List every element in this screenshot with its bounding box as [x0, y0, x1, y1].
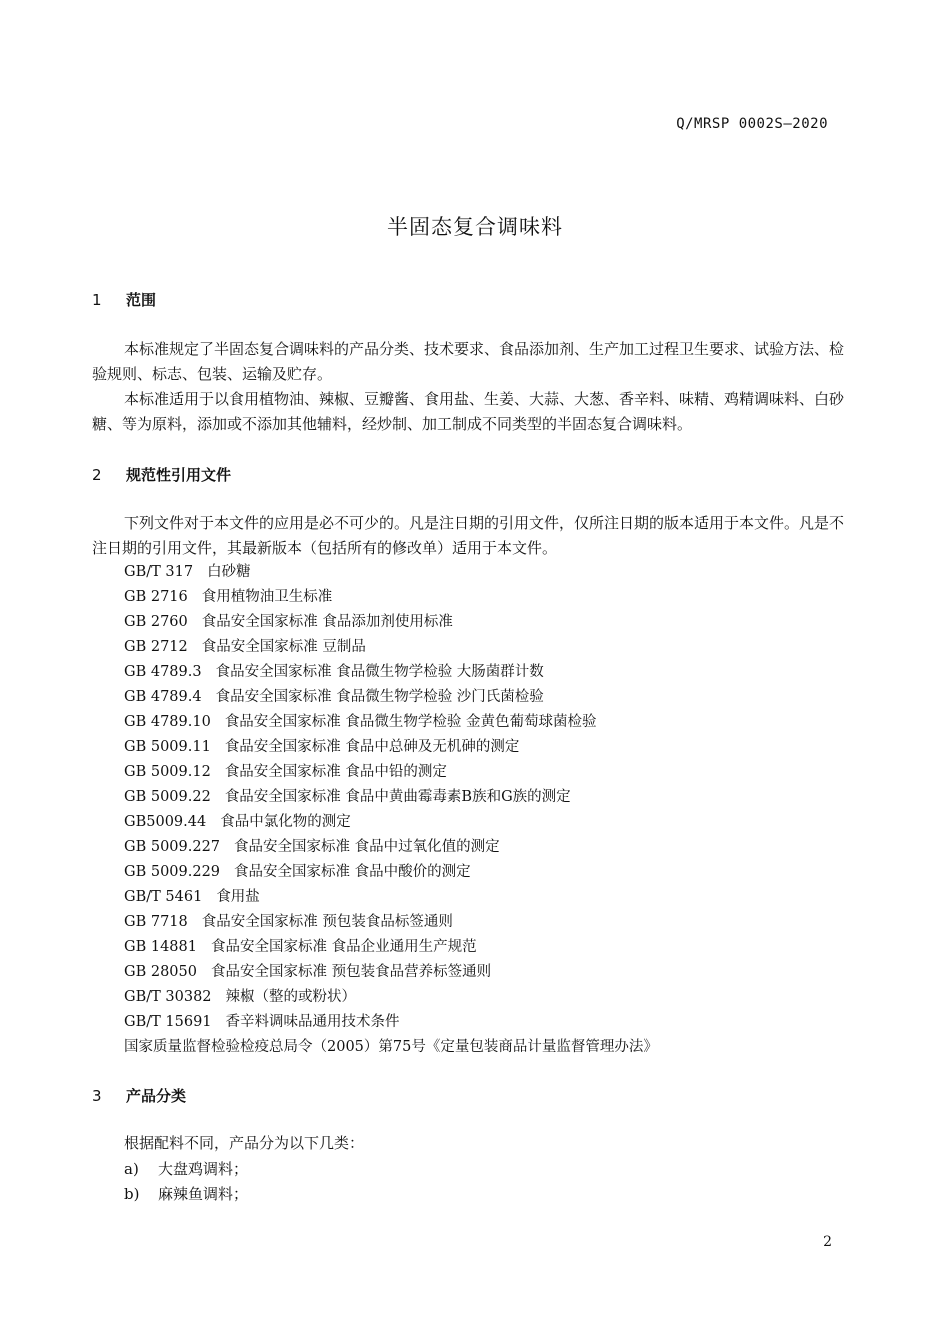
reference-item — [124, 985, 658, 1010]
list-marker: a) — [124, 1160, 139, 1178]
reference-name: 食品安全国家标准 食品中过氧化值的测定 — [234, 839, 500, 855]
reference-item — [124, 910, 658, 935]
reference-code: GB5009.44 — [124, 814, 207, 830]
reference-name: 食品安全国家标准 食品中铅的测定 — [224, 764, 447, 780]
section-heading-scope — [92, 289, 156, 310]
reference-name: 食品安全国家标准 食品微生物学检验 沙门氏菌检验 — [215, 689, 544, 705]
reference-name: 食品中氯化物的测定 — [220, 814, 351, 830]
reference-code: GB 5009.22 — [124, 789, 211, 805]
section-heading-normative-references — [92, 464, 231, 485]
reference-item — [124, 885, 658, 910]
scope-paragraph-2: 本标准适用于以食用植物油、辣椒、豆瓣酱、食用盐、生姜、大蒜、大葱、香辛料、味精、鸡精调味料、白砂糖、等为原料，添加或不添加其他辅料，经炒制、加工制成不同类型的半固态复合调味料。 — [92, 390, 845, 433]
reference-name: 食品安全国家标准 豆制品 — [201, 639, 366, 655]
reference-name: 《定量包装商品计量监督管理办法》 — [425, 1039, 658, 1055]
section-number: 1 — [92, 291, 102, 309]
reference-name: 食品安全国家标准 食品微生物学检验 大肠菌群计数 — [215, 664, 544, 680]
classification-intro: 根据配料不同，产品分为以下几类： — [124, 1134, 365, 1152]
section-title: 规范性引用文件 — [126, 466, 232, 484]
section-number: 3 — [92, 1087, 102, 1105]
reference-code: GB/T 30382 — [124, 989, 212, 1005]
reference-item — [124, 585, 658, 610]
reference-item — [124, 660, 658, 685]
reference-item — [124, 685, 658, 710]
reference-item — [124, 835, 658, 860]
reference-code: GB 5009.229 — [124, 864, 221, 880]
reference-code: GB 7718 — [124, 914, 188, 930]
reference-item — [124, 735, 658, 760]
reference-name: 食品安全国家标准 食品中酸价的测定 — [234, 864, 471, 880]
document-title: 半固态复合调味料 — [387, 215, 563, 239]
reference-code: GB/T 5461 — [124, 889, 203, 905]
list-item — [124, 1182, 248, 1207]
reference-code: GB 5009.12 — [124, 764, 211, 780]
reference-code: GB 2716 — [124, 589, 188, 605]
list-marker: b) — [124, 1185, 140, 1203]
section-title: 产品分类 — [126, 1087, 187, 1105]
classification-list — [124, 1157, 248, 1207]
reference-item — [124, 785, 658, 810]
reference-code: GB 2712 — [124, 639, 188, 655]
reference-code: GB/T 15691 — [124, 1014, 212, 1030]
reference-item — [124, 760, 658, 785]
references-intro-paragraph: 下列文件对于本文件的应用是必不可少的。凡是注日期的引用文件，仅所注日期的版本适用于本文件。凡是不注日期的引用文件，其最新版本（包括所有的修改单）适用于本文件。 — [92, 514, 845, 557]
reference-name: 食用植物油卫生标准 — [201, 589, 333, 605]
reference-item — [124, 560, 658, 585]
reference-code: GB 5009.11 — [124, 739, 211, 755]
section-title: 范围 — [126, 291, 157, 309]
reference-code: GB 14881 — [124, 939, 197, 955]
section-number: 2 — [92, 466, 102, 484]
reference-code: GB 5009.227 — [124, 839, 221, 855]
reference-code: GB 4789.4 — [124, 689, 202, 705]
reference-item — [124, 810, 658, 835]
reference-item — [124, 935, 658, 960]
list-item — [124, 1157, 248, 1182]
reference-name: 香辛料调味品通用技术条件 — [225, 1014, 400, 1030]
reference-name: 白砂糖 — [207, 564, 251, 580]
reference-name: 食品安全国家标准 食品中黄曲霉毒素B族和G族的测定 — [224, 789, 571, 805]
reference-item — [124, 960, 658, 985]
reference-code: 国家质量监督检验检疫总局令（2005）第75号 — [124, 1039, 426, 1055]
reference-item — [124, 860, 658, 885]
reference-item — [124, 1010, 658, 1035]
section-heading-product-classification — [92, 1085, 186, 1106]
reference-name: 食品安全国家标准 预包装食品营养标签通则 — [210, 964, 492, 980]
reference-list — [124, 560, 658, 1060]
reference-code: GB 4789.3 — [124, 664, 202, 680]
reference-code: GB 28050 — [124, 964, 197, 980]
reference-name: 辣椒（整的或粉状） — [225, 989, 357, 1005]
reference-name: 食品安全国家标准 食品微生物学检验 金黄色葡萄球菌检验 — [224, 714, 597, 730]
list-item-text: 大盘鸡调料； — [158, 1160, 249, 1178]
page-number: 2 — [823, 1234, 832, 1250]
reference-name: 食用盐 — [216, 889, 260, 905]
reference-name: 食品安全国家标准 食品中总砷及无机砷的测定 — [224, 739, 520, 755]
reference-code: GB/T 317 — [124, 564, 194, 580]
reference-item — [124, 1035, 658, 1060]
reference-code: GB 4789.10 — [124, 714, 211, 730]
list-item-text: 麻辣鱼调料； — [158, 1185, 249, 1203]
scope-paragraph-1: 本标准规定了半固态复合调味料的产品分类、技术要求、食品添加剂、生产加工过程卫生要求、试验方法、检验规则、标志、包装、运输及贮存。 — [92, 340, 845, 383]
standard-code: Q/MRSP 0002S—2020 — [676, 116, 828, 132]
reference-item — [124, 610, 658, 635]
reference-name: 食品安全国家标准 预包装食品标签通则 — [201, 914, 453, 930]
reference-item — [124, 710, 658, 735]
reference-item — [124, 635, 658, 660]
reference-name: 食品安全国家标准 食品企业通用生产规范 — [210, 939, 477, 955]
reference-code: GB 2760 — [124, 614, 188, 630]
reference-name: 食品安全国家标准 食品添加剂使用标准 — [201, 614, 453, 630]
